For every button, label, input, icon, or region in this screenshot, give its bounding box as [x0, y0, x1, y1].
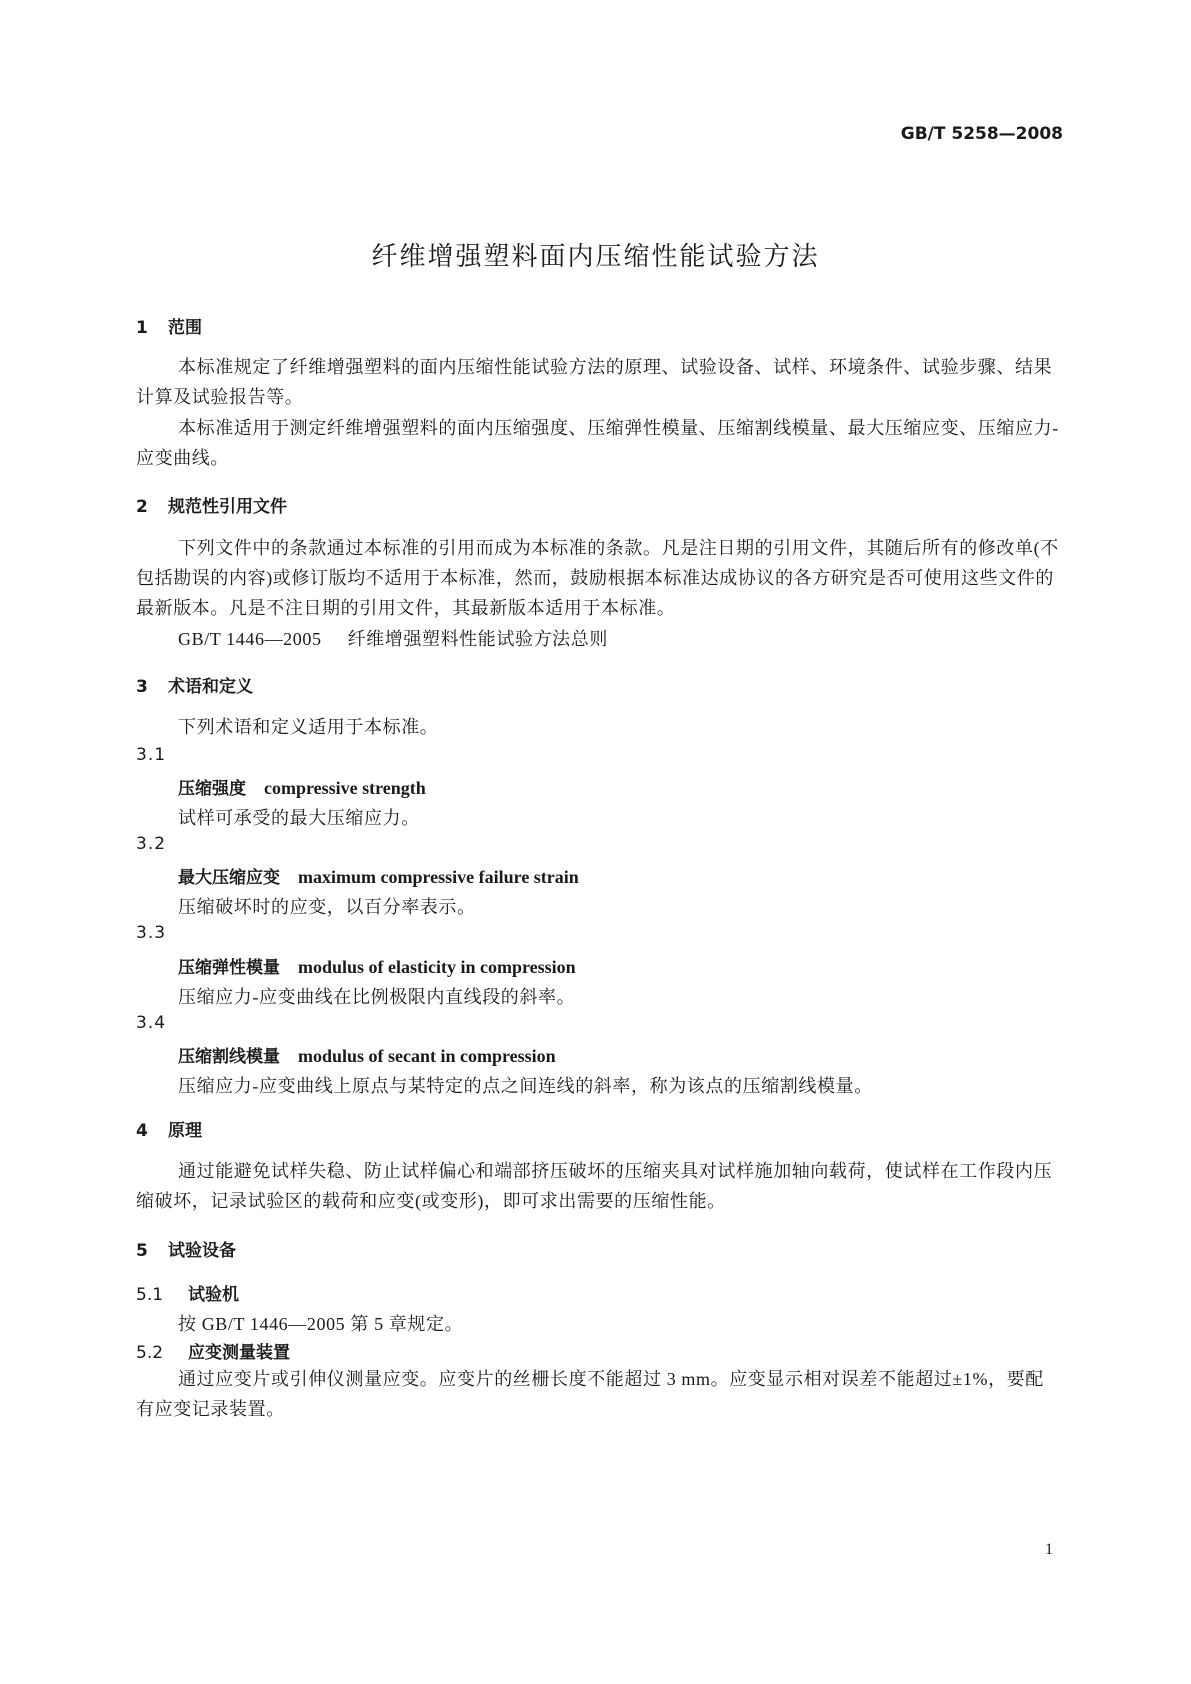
- reference-title: 纤维增强塑料性能试验方法总则: [347, 629, 608, 649]
- term-zh: 压缩弹性模量: [178, 958, 280, 978]
- term-number: 3.4: [136, 1013, 167, 1033]
- section-2-heading: [136, 492, 287, 517]
- section-title: 试验设备: [168, 1241, 236, 1261]
- term-en: maximum compressive failure strain: [298, 867, 579, 887]
- section-title: 原理: [168, 1121, 202, 1141]
- term-definition: 压缩破坏时的应变，以百分率表示。: [178, 897, 476, 917]
- term-definition: 试样可承受的最大压缩应力。: [178, 808, 420, 828]
- term-definition: 压缩应力-应变曲线上原点与某特定的点之间连线的斜率，称为该点的压缩割线模量。: [178, 1076, 873, 1096]
- section-1-paragraph-2: 本标准适用于测定纤维增强塑料的面内压缩强度、压缩弹性模量、压缩割线模量、最大压缩应变、压缩应力-应变曲线。: [136, 418, 1059, 468]
- reference-code: GB/T 1446—2005: [178, 629, 322, 649]
- term-number: 3.3: [136, 923, 167, 943]
- section-4-heading: [136, 1116, 202, 1141]
- section-number: 1: [136, 318, 148, 338]
- term-number: 3.2: [136, 834, 167, 854]
- term-name: [178, 1042, 556, 1067]
- term-zh: 压缩强度: [178, 779, 246, 799]
- section-number: 2: [136, 497, 148, 517]
- term-name: [178, 774, 426, 799]
- term-zh: 压缩割线模量: [178, 1047, 280, 1067]
- standard-number: GB/T 5258—2008: [900, 124, 1063, 144]
- section-number: 4: [136, 1121, 148, 1141]
- normative-reference: [178, 625, 608, 651]
- subsection-5-2-text: 通过应变片或引伸仪测量应变。应变片的丝栅长度不能超过 3 mm。应变显示相对误差不能超过±1%，要配有应变记录装置。: [136, 1369, 1044, 1419]
- section-5-heading: [136, 1236, 236, 1261]
- term-name: [178, 863, 579, 888]
- term-name: [178, 953, 576, 978]
- subsection-5-1-text: 按 GB/T 1446—2005 第 5 章规定。: [178, 1314, 464, 1334]
- section-number: 5: [136, 1241, 148, 1261]
- term-en: modulus of elasticity in compression: [298, 957, 576, 977]
- section-title: 规范性引用文件: [168, 497, 287, 517]
- term-number: 3.1: [136, 745, 167, 765]
- section-3-intro: 下列术语和定义适用于本标准。: [178, 717, 439, 737]
- section-2-paragraph-1: 下列文件中的条款通过本标准的引用而成为本标准的条款。凡是注日期的引用文件，其随后所有的修改单(不包括勘误的内容)或修订版均不适用于本标准，然而，鼓励根据本标准达成协议的各方研究是否可使用这些文件的最新版本。凡是不注日期的引用文件，其最新版本适用于本标准。: [136, 538, 1059, 618]
- subsection-number: 5.1: [136, 1285, 164, 1305]
- subsection-5-2-heading: [136, 1338, 290, 1363]
- term-zh: 最大压缩应变: [178, 868, 280, 888]
- section-number: 3: [136, 677, 148, 697]
- page-number: 1: [1045, 1541, 1053, 1558]
- section-3-heading: [136, 672, 253, 697]
- section-1-heading: [136, 313, 202, 338]
- term-en: compressive strength: [264, 778, 426, 798]
- section-title: 术语和定义: [168, 677, 253, 697]
- section-4-paragraph-1: 通过能避免试样失稳、防止试样偏心和端部挤压破坏的压缩夹具对试样施加轴向载荷，使试样在工作段内压缩破坏，记录试验区的载荷和应变(或变形)，即可求出需要的压缩性能。: [136, 1161, 1053, 1211]
- section-title: 范围: [168, 318, 202, 338]
- section-1-paragraph-1: 本标准规定了纤维增强塑料的面内压缩性能试验方法的原理、试验设备、试样、环境条件、试验步骤、结果计算及试验报告等。: [136, 357, 1053, 407]
- document-title: 纤维增强塑料面内压缩性能试验方法: [371, 242, 820, 272]
- subsection-number: 5.2: [136, 1343, 164, 1363]
- subsection-title: 试验机: [188, 1285, 239, 1305]
- subsection-title: 应变测量装置: [188, 1343, 290, 1363]
- term-definition: 压缩应力-应变曲线在比例极限内直线段的斜率。: [178, 987, 576, 1007]
- term-en: modulus of secant in compression: [298, 1046, 556, 1066]
- subsection-5-1-heading: [136, 1280, 239, 1305]
